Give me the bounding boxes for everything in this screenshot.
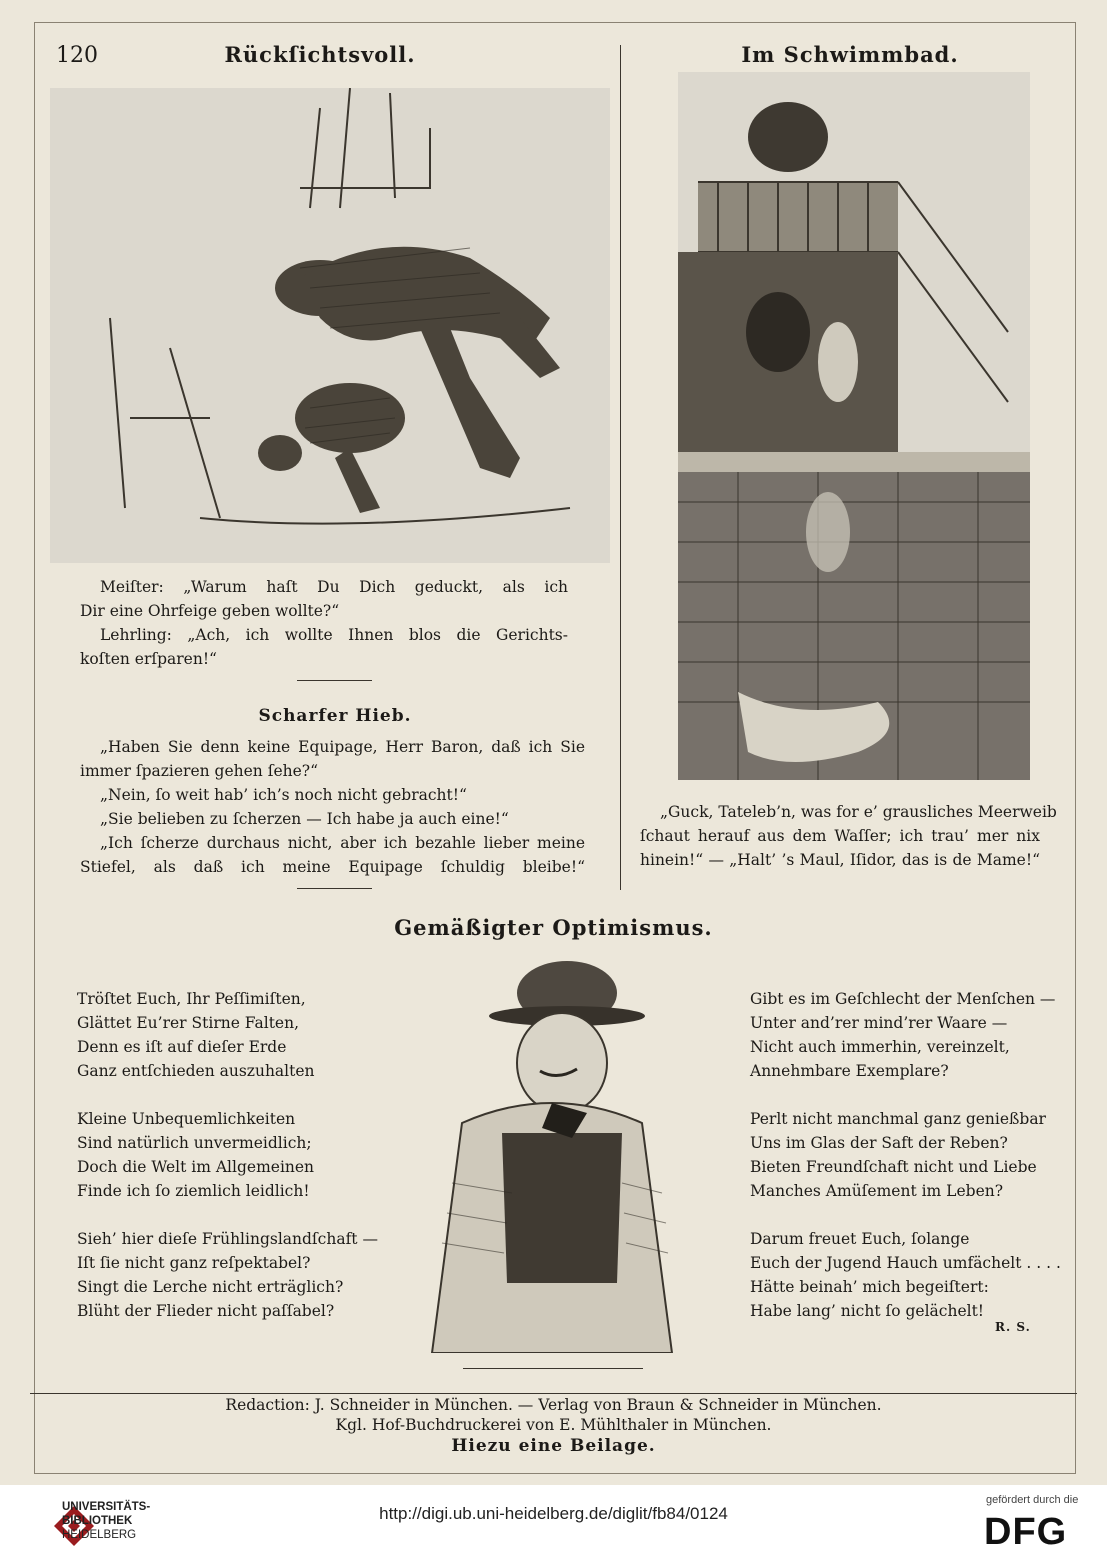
poem-right-column bbox=[750, 987, 1061, 1323]
text-line: „Ich ſcherze durchaus nicht, aber ich bezahle lieber meine bbox=[100, 834, 585, 852]
poem-line: Hätte beinah’ mich begeiſtert: bbox=[750, 1278, 989, 1296]
poem-line: Blüht der Flieder nicht paſſabel? bbox=[77, 1302, 335, 1320]
woodcut-swimming-bath bbox=[678, 72, 1030, 780]
poem-line: Denn es iſt auf dieſer Erde bbox=[77, 1038, 287, 1056]
caption-block bbox=[640, 800, 1057, 872]
poem-stanza bbox=[750, 987, 1056, 1083]
poem-left-column bbox=[77, 987, 377, 1323]
caption-line: ſchaut herauf aus dem Waſſer; ich trau’ mer nix bbox=[640, 827, 1040, 845]
text-line: „Nein, ſo weit hab’ ich’s noch nicht gebracht!“ bbox=[100, 786, 467, 804]
poem-line: Gibt es im Geſchlecht der Menſchen — bbox=[750, 990, 1056, 1008]
text-line: Stiefel, als daß ich meine Equipage ſchuldig bleibe!“ bbox=[80, 858, 585, 876]
poem-line: Uns im Glas der Saft der Reben? bbox=[750, 1134, 1008, 1152]
column-divider bbox=[620, 45, 621, 890]
caption-line: „Guck, Tateleb’n, was for e’ grausliches Meerweib bbox=[660, 803, 1057, 821]
poem-line: Nicht auch immerhin, vereinzelt, bbox=[750, 1038, 1010, 1056]
library-name-line: BIBLIOTHEK bbox=[62, 1515, 133, 1527]
poem-stanza bbox=[77, 1107, 377, 1203]
poem-signature: R. S. bbox=[995, 1320, 1031, 1334]
poem-line: Sieh’ hier dieſe Frühlingslandſchaft — bbox=[77, 1230, 378, 1248]
poem-line: Perlt nicht manchmal ganz genießbar bbox=[750, 1110, 1046, 1128]
poem-line: Annehmbare Exemplare? bbox=[750, 1062, 949, 1080]
left-article-title: Rückſichtsvoll. bbox=[224, 42, 416, 67]
caption-line: hinein!“ — „Halt’ ’s Maul, Iſidor, das is de Mame!“ bbox=[640, 851, 1040, 869]
poem-line: Manches Amüſement im Leben? bbox=[750, 1182, 1004, 1200]
poem-line: Tröſtet Euch, Ihr Peſſimiſten, bbox=[77, 990, 306, 1008]
illustration-drawing bbox=[392, 953, 692, 1353]
poem-stanza bbox=[77, 987, 377, 1083]
text-line: immer ſpazieren gehen ſehe?“ bbox=[80, 762, 319, 780]
footer-imprint-line: Redaction: J. Schneider in München. — Verlag von Braun & Schneider in München. bbox=[225, 1396, 882, 1414]
dialogue-block bbox=[80, 575, 568, 671]
sub-article-text bbox=[80, 735, 585, 879]
illustration-drawing bbox=[50, 88, 610, 563]
dialogue-line: Dir eine Ohrfeige geben wollte?“ bbox=[80, 602, 340, 620]
woodcut-master-and-apprentice bbox=[50, 88, 610, 563]
sponsor-label: gefördert durch die bbox=[986, 1494, 1079, 1506]
section-divider bbox=[297, 680, 372, 681]
page-number: 120 bbox=[56, 43, 98, 68]
viewer-footer-bar bbox=[0, 1485, 1107, 1565]
poem-line: Ganz entſchieden auszuhalten bbox=[77, 1062, 315, 1080]
poem-line: Glättet Eu’rer Stirne Falten, bbox=[77, 1014, 300, 1032]
illustration-drawing bbox=[678, 72, 1030, 780]
poem-line: Habe lang’ nicht ſo gelächelt! bbox=[750, 1302, 985, 1320]
poem-line: Darum freuet Euch, ſolange bbox=[750, 1230, 970, 1248]
dialogue-line: Meiſter: „Warum haſt Du Dich geduckt, als ich bbox=[100, 578, 568, 596]
text-line: „Sie belieben zu ſcherzen — Ich habe ja auch eine!“ bbox=[100, 810, 509, 828]
dialogue-line: koſten erſparen!“ bbox=[80, 650, 217, 668]
poem-title: Gemäßigter Optimismus. bbox=[394, 915, 713, 940]
footer-rule bbox=[30, 1393, 1077, 1394]
right-article-title: Im Schwimmbad. bbox=[741, 42, 959, 67]
poem-line: Bieten Freundſchaft nicht und Liebe bbox=[750, 1158, 1037, 1176]
poem-line: Kleine Unbequemlichkeiten bbox=[77, 1110, 296, 1128]
poem-line: Iſt ſie nicht ganz reſpektabel? bbox=[77, 1254, 311, 1272]
poem-line: Finde ich ſo ziemlich leidlich! bbox=[77, 1182, 310, 1200]
poem-line: Sind natürlich unvermeidlich; bbox=[77, 1134, 312, 1152]
library-name-line: HEIDELBERG bbox=[62, 1529, 137, 1541]
poem-line: Singt die Lerche nicht erträglich? bbox=[77, 1278, 344, 1296]
poem-stanza bbox=[750, 1227, 1061, 1323]
poem-line: Euch der Jugend Hauch umfächelt . . . . bbox=[750, 1254, 1061, 1272]
poem-stanza bbox=[750, 1107, 1050, 1203]
section-divider bbox=[463, 1368, 643, 1369]
text-line: „Haben Sie denn keine Equipage, Herr Baron, daß ich Sie bbox=[100, 738, 585, 756]
poem-stanza bbox=[77, 1227, 377, 1323]
footer-printer-line: Kgl. Hof-Buchdruckerei von E. Mühlthaler in München. bbox=[335, 1416, 772, 1434]
poem-line: Unter and’rer mind’rer Waare — bbox=[750, 1014, 1008, 1032]
footer-supplement-note: Hiezu eine Beilage. bbox=[451, 1436, 656, 1456]
permalink-url[interactable]: http://digi.ub.uni-heidelberg.de/diglit/fb84/0124 bbox=[379, 1504, 728, 1523]
woodcut-man-in-bowler-hat bbox=[392, 953, 692, 1353]
poem-line: Doch die Welt im Allgemeinen bbox=[77, 1158, 315, 1176]
library-name-line: UNIVERSITÄTS- bbox=[62, 1501, 151, 1513]
dialogue-line: Lehrling: „Ach, ich wollte Ihnen blos die Gerichts- bbox=[100, 626, 568, 644]
section-divider bbox=[297, 888, 372, 889]
dfg-logo[interactable]: DFG bbox=[984, 1511, 1068, 1553]
sub-article-title: Scharfer Hieb. bbox=[258, 706, 412, 726]
